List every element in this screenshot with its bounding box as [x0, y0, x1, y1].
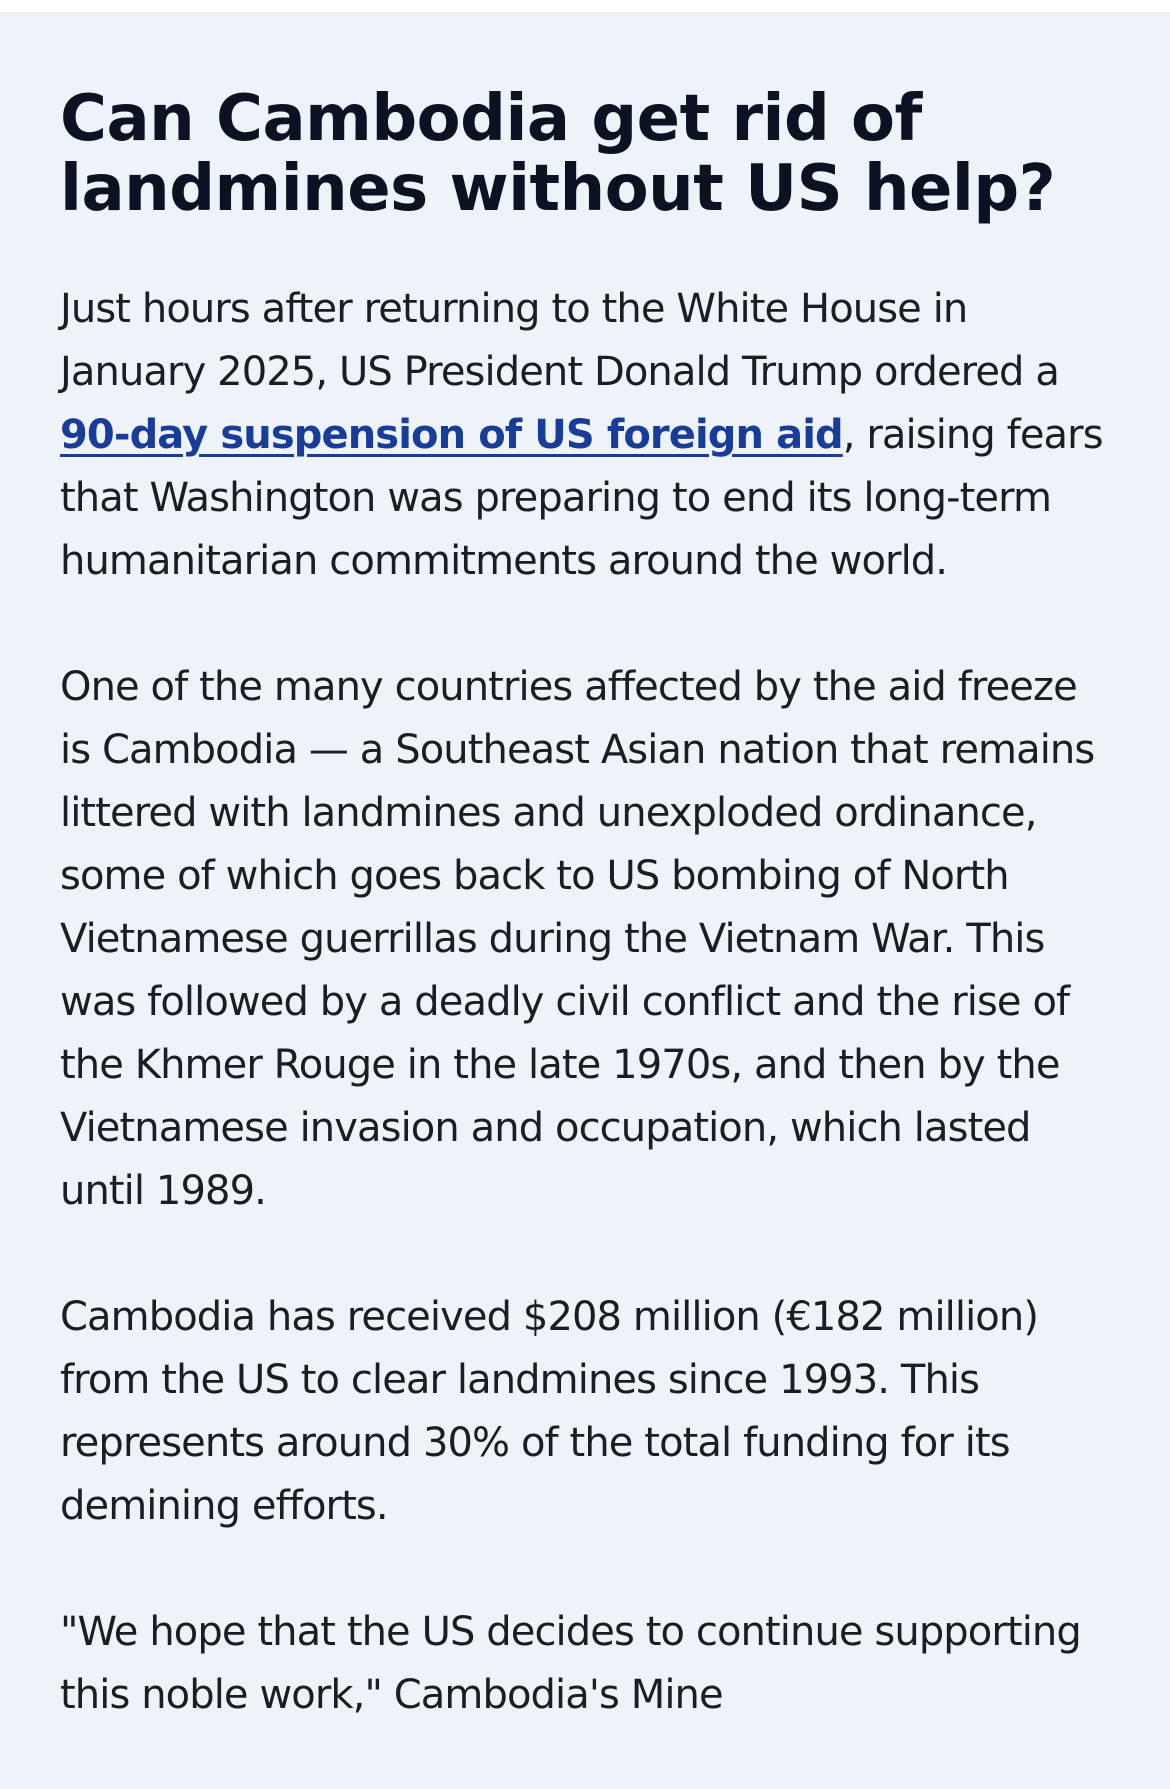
foreign-aid-suspension-link[interactable]: 90-day suspension of US foreign aid [60, 412, 843, 458]
article-title: Can Cambodia get rid of landmines without US help? [60, 82, 1056, 226]
article-paragraph-4: "We hope that the US decides to continue supporting this noble work," Cambodia's Mine [60, 1609, 1081, 1718]
article-paragraph-1 [60, 278, 1110, 593]
paragraph-1-text-start: Just hours after returning to the White House in January 2025, US President Donald Trump ordered a [60, 286, 1059, 395]
article-content [60, 84, 1110, 1727]
article-card [0, 12, 1170, 1789]
paragraph-1-text-end: , raising fears that Washington was preparing to end its long-term humanitarian commitments around the world. [60, 412, 1103, 584]
article-paragraph-3: Cambodia has received $208 million (€182 million) from the US to clear landmines since 1993. This represents around 30% of the total funding for its demining efforts. [60, 1294, 1039, 1529]
article-paragraph-2: One of the many countries affected by the aid freeze is Cambodia — a Southeast Asian nation that remains littered with landmines and unexploded ordinance, some of which goes back to US bombing of North Vietnamese guerrillas during the Vietnam War. This was followed by a deadly civil conflict and the rise of the Khmer Rouge in the late 1970s, and then by the Vietnamese invasion and occupation, which lasted until 1989. [60, 664, 1095, 1214]
